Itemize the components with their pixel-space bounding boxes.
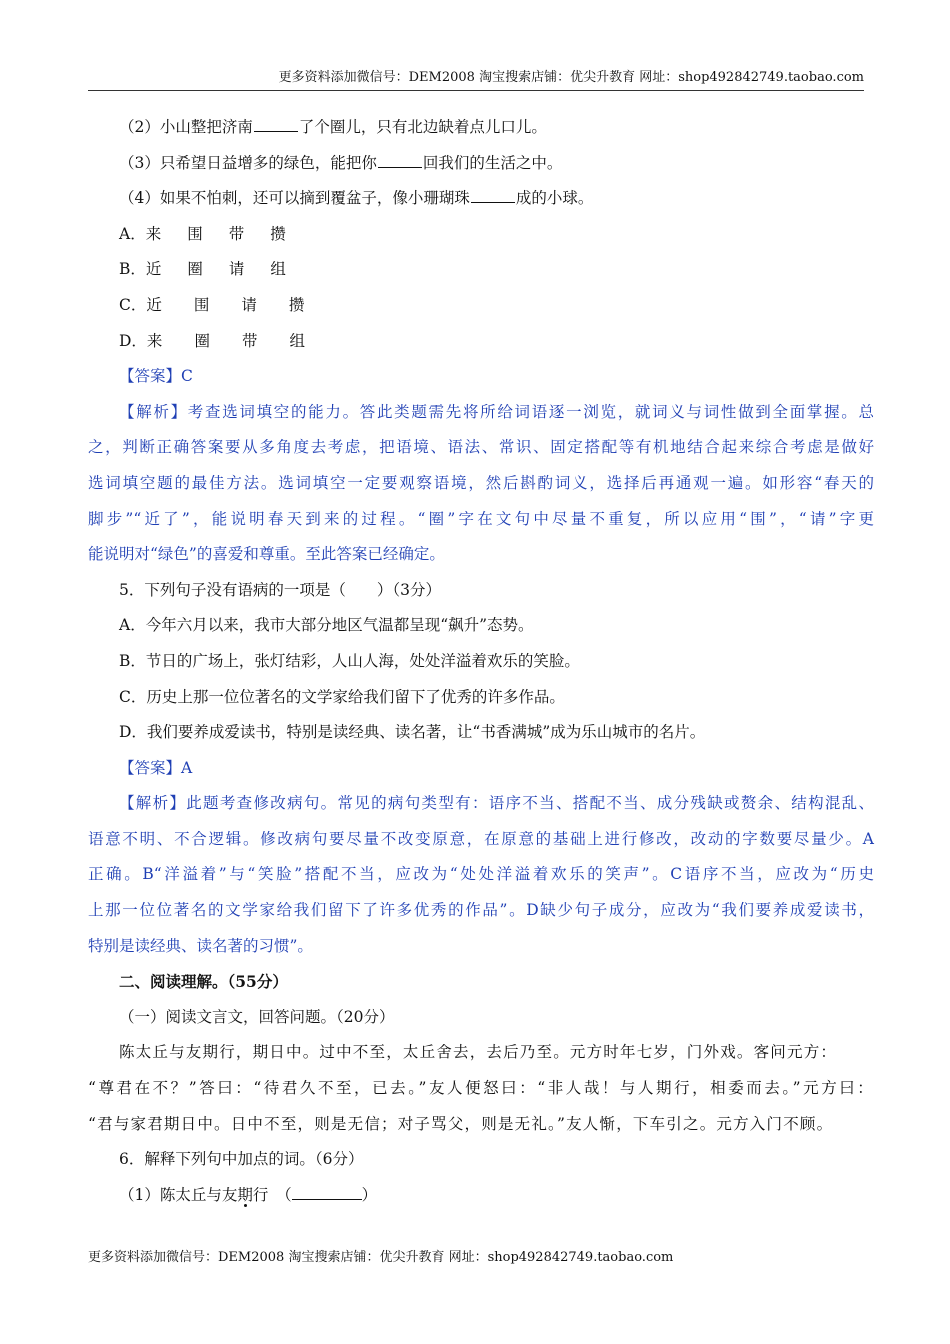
section-2-title: 二、阅读理解。（55分） [119,972,288,992]
answer-blank[interactable] [292,1198,362,1200]
option-d-word-1: D．来 [119,331,163,350]
option-d-word-4: 组 [289,331,305,350]
classical-text-line-3: “君与家君期日中。日中不至，则是无信；对子骂父，则是无礼。”友人惭，下车引之。元方入门不顾。 [88,1114,834,1133]
fill-blank [378,166,422,168]
q4-analysis-line-1 [88,395,874,431]
q4-option-a [88,217,874,253]
fill-blank [471,201,515,203]
dotted-word: 期 [237,1185,253,1204]
q4-item-2-text-a: （2）小山整把济南 [119,118,253,136]
page-footer: 更多资料添加微信号：DEM2008 淘宝搜索店铺：优尖升教育 网址：shop492842749.taobao.com [88,1250,674,1265]
q5-option-b: B．节日的广场上，张灯结彩，人山人海，处处洋溢着欢乐的笑脸。 [119,651,580,670]
analysis-label: 【解析】 [119,402,188,421]
q4-option-c [88,288,874,324]
q6-item-1-text-c: ） [361,1185,378,1204]
q6-item-1-text-a: （1）陈太丘与友 [119,1185,238,1204]
classical-text-line-2: “尊君在不？”答曰：“待君久不至，已去。”友人便怒曰：“非人哉！与人期行，相委而去。”元方曰： [88,1079,874,1098]
q4-item-2 [88,110,874,146]
analysis-label: 【解析】 [119,794,187,813]
classical-text-line-1: 陈太丘与友期行，期日中。过中不至，太丘舍去，去后乃至。元方时年七岁，门外戏。客问元方： [119,1043,838,1062]
section-2-sub-1: （一）阅读文言文，回答问题。（20分） [119,1007,395,1026]
q4-item-3-text-b: 回我们的生活之中。 [422,153,563,172]
option-d-word-2: 圈 [194,331,210,350]
option-b-word-2: 圈 [187,260,203,279]
q6-stem: 6．解释下列句中加点的词。（6分） [119,1150,364,1169]
q5-stem: 5．下列句子没有语病的一项是（ ）（3分） [119,580,441,599]
q4-item-4-text-b: 成的小球。 [515,189,594,208]
q6-item-1 [88,1178,874,1214]
q4-analysis-line-4: 脚步”“近了”，能说明春天到来的过程。“圈”字在文句中尽量不重复，所以应用“围”，“请”字更 [88,509,874,528]
option-a-word-4: 攒 [270,224,286,243]
q5-option-d: D．我们要养成爱读书，特别是读经典、读名著，让“书香满城”成为乐山城市的名片。 [119,723,706,742]
option-c-word-2: 围 [193,295,210,314]
option-d-word-3: 带 [241,331,258,350]
q4-option-b [88,252,874,288]
q5-option-c: C．历史上那一位位著名的文学家给我们留下了优秀的许多作品。 [119,687,565,706]
option-b-word-1: B．近 [119,260,162,279]
option-b-word-4: 组 [270,260,286,279]
option-b-word-3: 请 [228,260,245,279]
q4-item-4-text-a: （4）如果不怕刺，还可以摘到覆盆子，像小珊瑚珠 [119,189,470,208]
q5-analysis-line-5: 特别是读经典、读名著的习惯”。 [88,936,313,955]
q5-analysis-line-4: 上那一位位著名的文学家给我们留下了许多优秀的作品”。D缺少句子成分，应改为“我们要养成爱读书， [88,901,874,920]
q5-analysis-line-1 [88,786,874,822]
fill-blank [254,130,298,132]
q4-analysis-line-3: 选词填空题的最佳方法。选词填空一定要观察语境，然后斟酌词义，选择后再通观一遍。如形容“春天的 [88,473,874,492]
option-c-word-1: C．近 [119,295,162,314]
q5-analysis-line-2: 语意不明、不合逻辑。修改病句要尽量不改变原意，在原意的基础上进行修改，改动的字数要尽量少。A [88,829,874,848]
q4-item-2-text-b: 了个圈儿，只有北边缺着点儿口儿。 [298,118,547,136]
q4-answer: 【答案】C [119,367,193,386]
option-a-word-3: 带 [228,224,245,243]
q4-item-3 [88,146,874,182]
q5-analysis-line-3: 正确。B“洋溢着”与“笑脸”搭配不当，应改为“处处洋溢着欢乐的笑声”。C语序不当，应改为“历史 [88,865,874,884]
analysis-text: 此题考查修改病句。常见的病句类型有：语序不当、搭配不当、成分残缺或赘余、结构混乱、 [186,794,874,813]
option-c-word-4: 攒 [288,295,305,314]
analysis-text: 考查选词填空的能力。答此类题需先将所给词语逐一浏览，就词义与词性做到全面掌握。总 [187,402,874,421]
q5-answer: 【答案】A [119,758,193,777]
q5-option-a: A．今年六月以来，我市大部分地区气温都呈现“飙升”态势。 [119,616,534,635]
q4-item-4 [88,181,874,217]
option-c-word-3: 请 [241,295,257,314]
q6-item-1-text-b: 行 （ [252,1185,292,1204]
q4-item-3-text-a: （3）只希望日益增多的绿色，能把你 [119,153,377,172]
page-header: 更多资料添加微信号：DEM2008 淘宝搜索店铺：优尖升教育 网址：shop492842749.taobao.com [88,68,864,91]
option-a-word-1: A．来 [119,224,162,243]
option-a-word-2: 围 [187,224,203,243]
document-body [88,110,874,1213]
q4-analysis-line-5: 能说明对“绿色”的喜爱和尊重。至此答案已经确定。 [88,545,445,564]
q4-option-d [88,324,874,360]
q4-analysis-line-2: 之，判断正确答案要从多角度去考虑，把语境、语法、常识、固定搭配等有机地结合起来综合考虑是做好 [88,438,874,457]
